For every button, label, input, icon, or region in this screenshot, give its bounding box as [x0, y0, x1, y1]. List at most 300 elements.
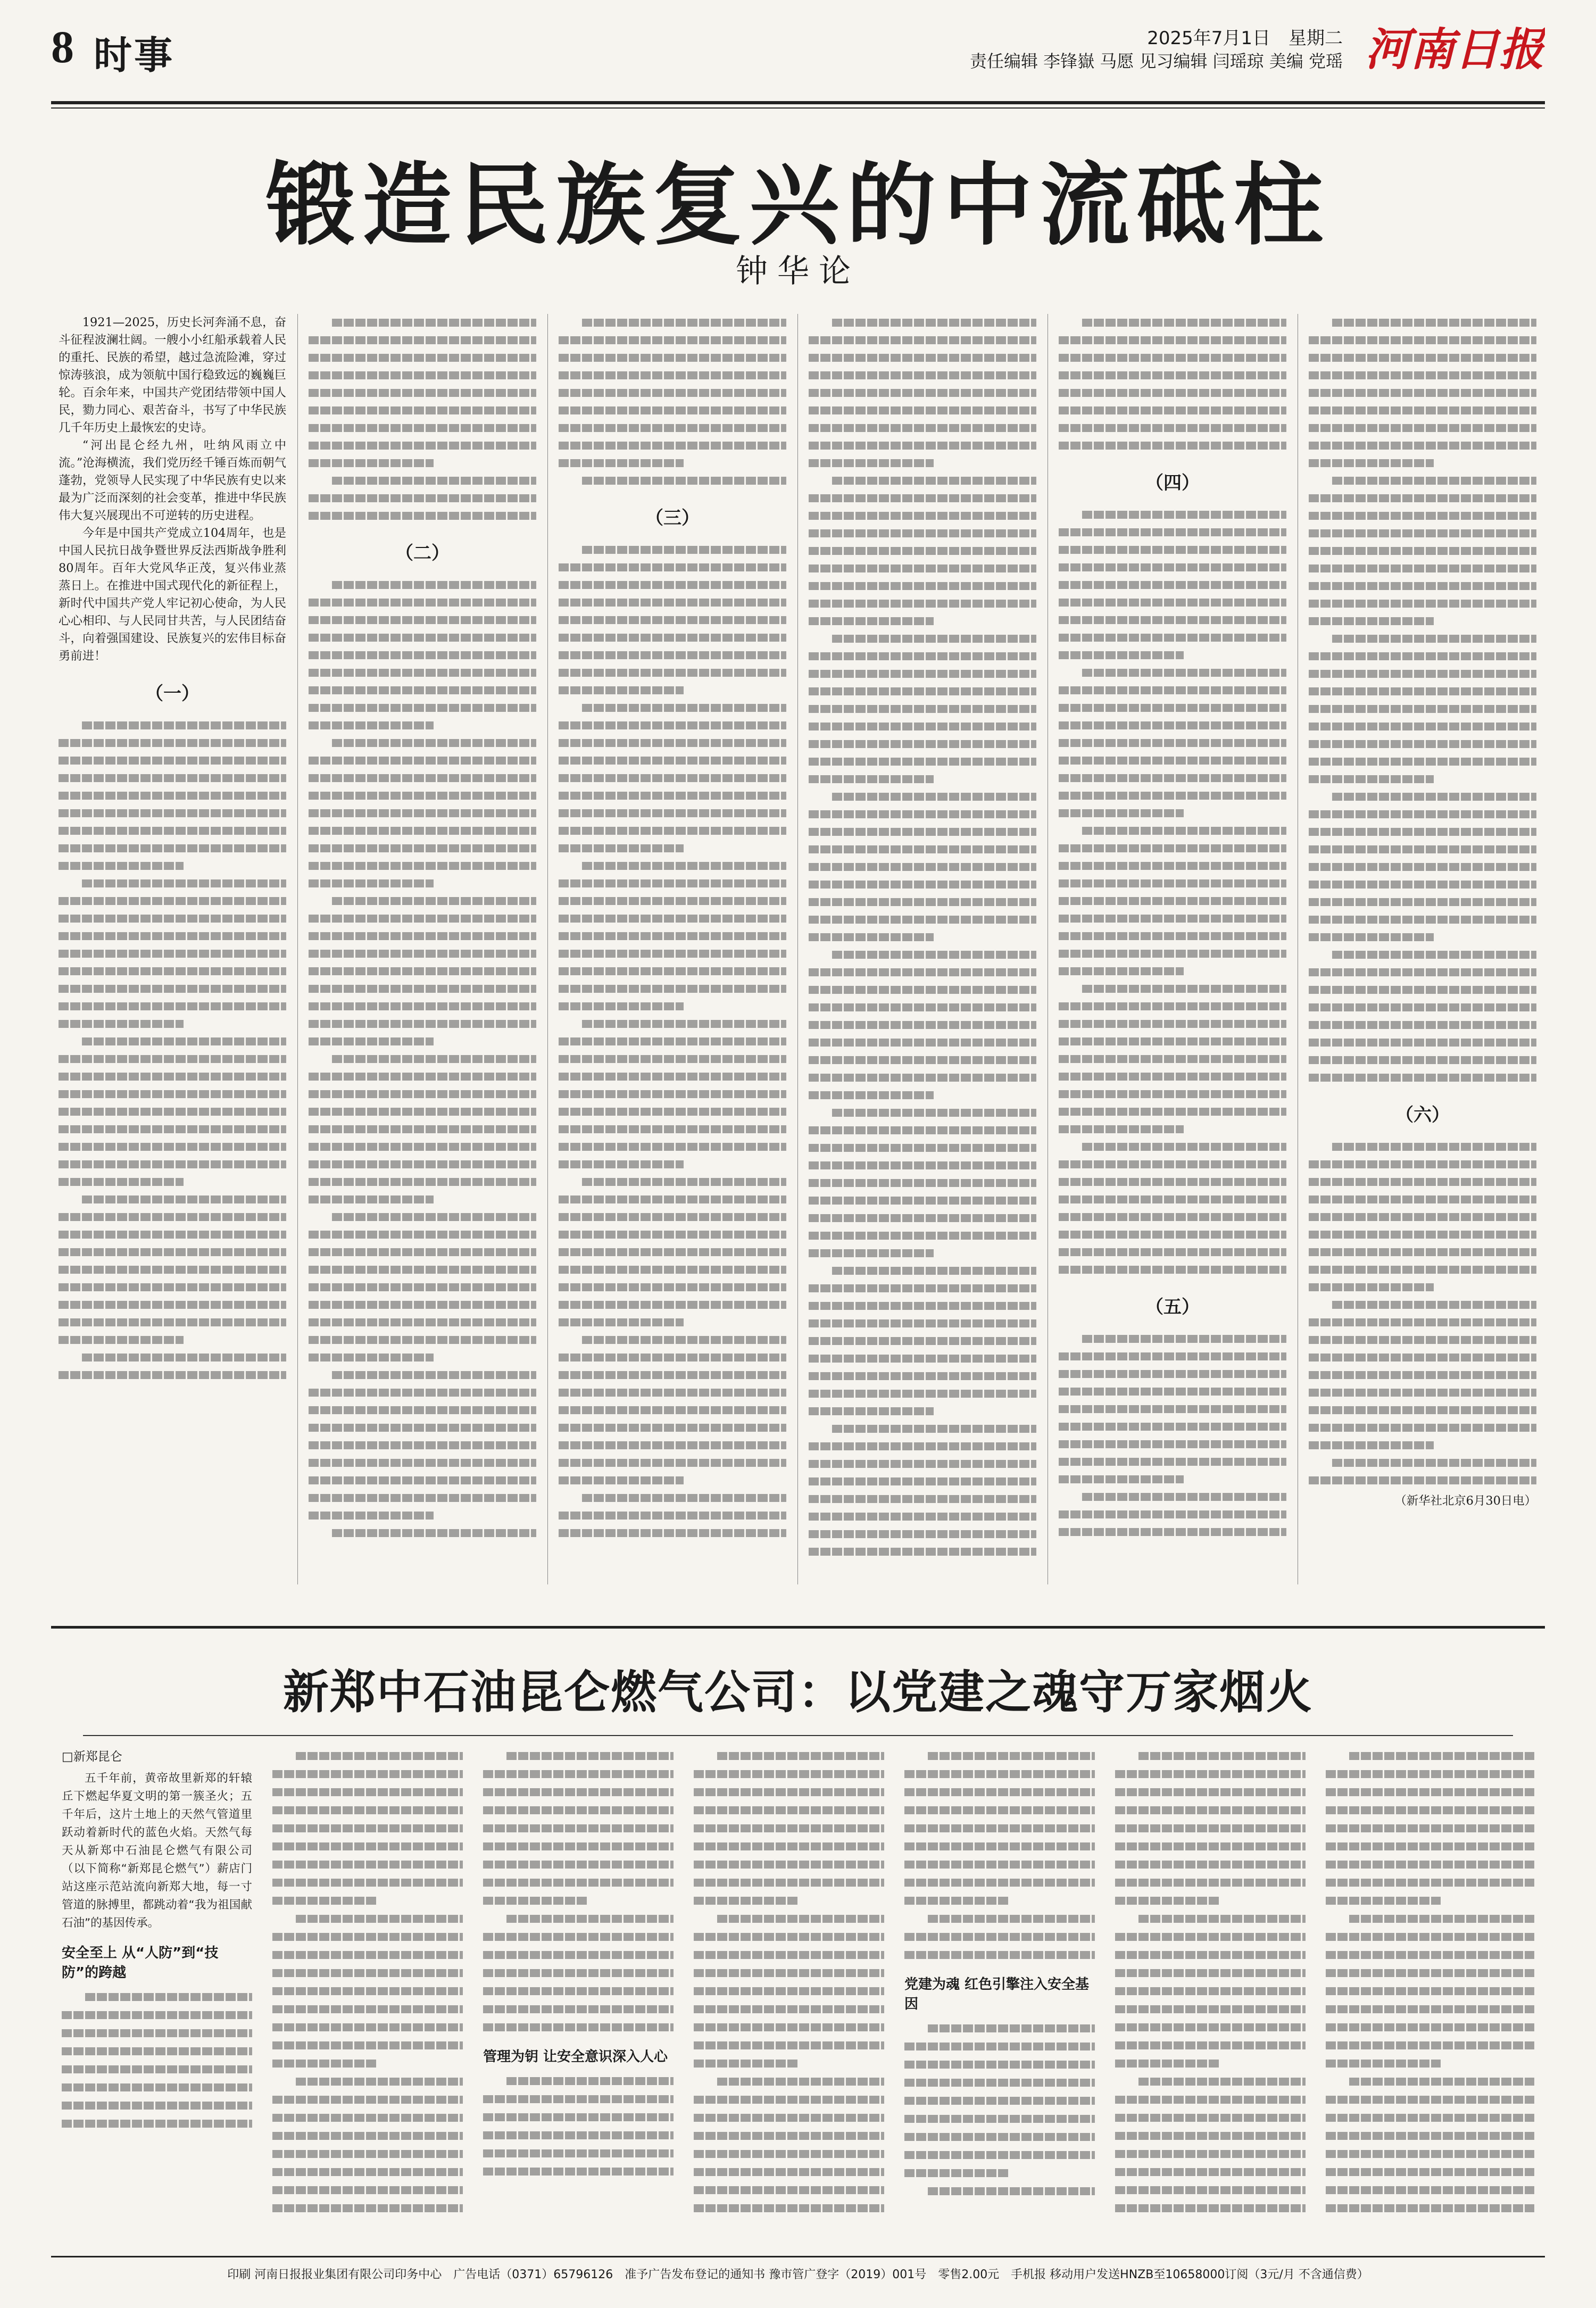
- text-line: [309, 1278, 536, 1296]
- text-line: [1059, 717, 1286, 734]
- text-line: [809, 1227, 1036, 1244]
- text-line: [1059, 524, 1286, 541]
- body-text-block: [1309, 1138, 1536, 1489]
- text-line: [1309, 964, 1536, 981]
- article-column-5: [1059, 314, 1286, 1584]
- text-line: [904, 2128, 1095, 2146]
- text-line: [309, 717, 536, 734]
- text-line: [904, 1891, 1095, 1910]
- text-line: [59, 1050, 286, 1068]
- text-line: [1309, 367, 1536, 384]
- text-line: [1115, 1747, 1306, 1765]
- text-line: [904, 1873, 1095, 1891]
- text-line: [1059, 1156, 1286, 1173]
- text-line: [559, 1068, 786, 1085]
- text-line: [1326, 2108, 1534, 2127]
- section-heading-5: （五）: [1145, 1297, 1200, 1318]
- text-line: [559, 1507, 786, 1524]
- text-line: [309, 1138, 536, 1156]
- text-line: [309, 1401, 536, 1419]
- text-line: [483, 1747, 674, 1765]
- text-line: [272, 1873, 463, 1891]
- text-line: [809, 1420, 1036, 1438]
- text-line: [559, 472, 786, 489]
- text-line: [904, 2146, 1095, 2164]
- text-line: [1059, 437, 1286, 454]
- text-line: [1059, 594, 1286, 611]
- text-line: [1309, 753, 1536, 770]
- text-line: [272, 2199, 463, 2217]
- text-line: [1326, 2036, 1534, 2054]
- text-line: [59, 804, 286, 822]
- text-line: [694, 1837, 884, 1855]
- text-line: [559, 804, 786, 822]
- body-text-block: [904, 2019, 1095, 2200]
- text-line: [1309, 806, 1536, 823]
- text-line: [904, 2110, 1095, 2128]
- text-line: [559, 576, 786, 594]
- text-line: [694, 1982, 884, 2000]
- text-line: [1309, 1278, 1536, 1296]
- text-line: [309, 1454, 536, 1472]
- text-line: [1059, 857, 1286, 875]
- text-line: [272, 1747, 463, 1765]
- text-line: [1115, 1837, 1306, 1855]
- text-line: [309, 576, 536, 594]
- text-line: [1059, 1120, 1286, 1138]
- text-line: [559, 1138, 786, 1156]
- text-line: [272, 2163, 463, 2181]
- text-line: [1115, 2163, 1306, 2181]
- text-line: [1309, 489, 1536, 507]
- text-line: [694, 2108, 884, 2127]
- article-column-2: [309, 314, 536, 1584]
- text-line: [559, 1472, 786, 1489]
- text-line: [483, 1873, 674, 1891]
- text-line: [559, 314, 786, 331]
- text-line: [809, 1490, 1036, 1508]
- text-line: [272, 1928, 463, 1946]
- text-line: [483, 2072, 674, 2090]
- text-line: [1309, 735, 1536, 753]
- body-text-block: [62, 1988, 252, 2132]
- text-line: [809, 454, 1036, 472]
- text-line: [309, 945, 536, 962]
- text-line: [483, 1819, 674, 1837]
- text-line: [272, 2108, 463, 2127]
- text-line: [809, 612, 1036, 630]
- text-line: [1059, 664, 1286, 682]
- section-heading-4: （四）: [1145, 472, 1200, 494]
- text-line: [1059, 1453, 1286, 1471]
- text-line: [1059, 367, 1286, 384]
- text-line: [809, 1315, 1036, 1332]
- text-line: [272, 2072, 463, 2090]
- text-line: [1326, 2199, 1534, 2217]
- text-line: [694, 1747, 884, 1765]
- text-line: [1309, 1051, 1536, 1069]
- body-text-block: [483, 2072, 674, 2180]
- text-line: [1059, 998, 1286, 1015]
- article-column-4: [809, 314, 1036, 1584]
- text-line: [309, 507, 536, 525]
- text-line: [1115, 1910, 1306, 1928]
- text-line: [1309, 577, 1536, 595]
- text-line: [1309, 525, 1536, 542]
- column-divider: [797, 314, 798, 1584]
- text-line: [59, 1296, 286, 1314]
- text-line: [483, 1946, 674, 1964]
- text-line: [1059, 1173, 1286, 1191]
- text-line: [309, 629, 536, 646]
- text-line: [309, 1015, 536, 1033]
- text-line: [559, 594, 786, 611]
- text-line: [1309, 419, 1536, 437]
- text-line: [809, 1034, 1036, 1051]
- text-line: [309, 611, 536, 629]
- text-line: [559, 646, 786, 664]
- text-line: [59, 962, 286, 980]
- text-line: [309, 1366, 536, 1384]
- text-line: [1309, 384, 1536, 402]
- text-line: [1326, 1747, 1534, 1765]
- column-divider: [547, 314, 548, 1584]
- text-line: [62, 2078, 252, 2096]
- text-line: [1059, 875, 1286, 892]
- text-line: [809, 1525, 1036, 1543]
- text-line: [809, 1508, 1036, 1525]
- text-line: [59, 1138, 286, 1156]
- text-line: [809, 1367, 1036, 1385]
- text-line: [309, 1050, 536, 1068]
- text-line: [309, 1243, 536, 1261]
- feature-subheading-1: 安全至上 从“人防”到“技防”的跨越: [62, 1945, 219, 1981]
- text-line: [694, 1783, 884, 1801]
- text-line: [309, 472, 536, 489]
- text-line: [1059, 419, 1286, 437]
- text-line: [272, 1765, 463, 1783]
- text-line: [809, 1438, 1036, 1455]
- text-line: [559, 331, 786, 349]
- text-line: [309, 367, 536, 384]
- text-line: [62, 1988, 252, 2006]
- text-line: [1059, 927, 1286, 945]
- article-column-1: [59, 314, 286, 1584]
- main-article: [59, 314, 1537, 1584]
- feature-column-3: [483, 1747, 674, 2226]
- text-line: [1059, 1435, 1286, 1453]
- text-line: [559, 752, 786, 769]
- text-line: [904, 1783, 1095, 1801]
- text-line: [1059, 576, 1286, 594]
- text-line: [1059, 787, 1286, 804]
- text-line: [559, 717, 786, 734]
- text-line: [1059, 1226, 1286, 1243]
- text-line: [1115, 2090, 1306, 2108]
- text-line: [309, 1472, 536, 1489]
- text-line: [1059, 945, 1286, 962]
- text-line: [1326, 2163, 1534, 2181]
- body-text-block: [1059, 506, 1286, 1278]
- text-line: [309, 1261, 536, 1278]
- text-line: [904, 2164, 1095, 2182]
- text-line: [1059, 980, 1286, 998]
- text-line: [809, 1385, 1036, 1402]
- body-text-block: [1309, 314, 1536, 1086]
- feature-column-4: [694, 1747, 884, 2226]
- text-line: [1059, 331, 1286, 349]
- feature-rule: [83, 1735, 1513, 1736]
- text-line: [559, 840, 786, 857]
- text-line: [1309, 331, 1536, 349]
- text-line: [809, 1069, 1036, 1086]
- text-line: [904, 2073, 1095, 2091]
- text-line: [559, 1033, 786, 1050]
- text-line: [1309, 612, 1536, 630]
- text-line: [1326, 1928, 1534, 1946]
- text-line: [1115, 2000, 1306, 2018]
- text-line: [809, 1244, 1036, 1262]
- text-line: [1059, 1506, 1286, 1523]
- text-line: [694, 2181, 884, 2199]
- text-line: [1115, 2018, 1306, 2036]
- text-line: [309, 769, 536, 787]
- text-line: [559, 1454, 786, 1472]
- text-line: [309, 489, 536, 507]
- text-line: [483, 1891, 674, 1910]
- text-line: [1059, 682, 1286, 699]
- text-line: [59, 1349, 286, 1366]
- text-line: [62, 2114, 252, 2132]
- text-line: [483, 2000, 674, 2018]
- text-line: [1309, 630, 1536, 647]
- text-line: [309, 1314, 536, 1331]
- text-line: [1326, 1765, 1534, 1783]
- text-line: [272, 2054, 463, 2072]
- text-line: [809, 630, 1036, 647]
- text-line: [62, 2006, 252, 2024]
- text-line: [1059, 646, 1286, 664]
- text-line: [559, 1349, 786, 1366]
- text-line: [309, 787, 536, 804]
- text-line: [309, 980, 536, 998]
- text-line: [809, 770, 1036, 788]
- text-line: [1059, 611, 1286, 629]
- text-line: [559, 1419, 786, 1437]
- text-line: [1309, 1208, 1536, 1226]
- text-line: [1309, 1243, 1536, 1261]
- text-line: [309, 646, 536, 664]
- text-line: [62, 2024, 252, 2042]
- text-line: [809, 1473, 1036, 1490]
- text-line: [1309, 1156, 1536, 1173]
- text-line: [1115, 2181, 1306, 2199]
- text-line: [559, 682, 786, 699]
- text-line: [809, 331, 1036, 349]
- text-line: [483, 1765, 674, 1783]
- text-line: [1326, 1819, 1534, 1837]
- section-heading-2: （二）: [395, 543, 450, 564]
- text-line: [1059, 1208, 1286, 1226]
- text-line: [559, 384, 786, 402]
- text-line: [1309, 788, 1536, 806]
- text-line: [1309, 841, 1536, 858]
- text-line: [1115, 1946, 1306, 1964]
- text-line: [809, 1139, 1036, 1157]
- text-line: [1059, 1330, 1286, 1348]
- text-line: [1059, 822, 1286, 840]
- text-line: [1059, 1418, 1286, 1435]
- text-line: [694, 1891, 884, 1910]
- newspaper-logo: [1364, 16, 1545, 80]
- text-line: [1309, 858, 1536, 876]
- text-line: [1059, 506, 1286, 524]
- text-line: [904, 1946, 1095, 1964]
- footer-imprint: 印刷 河南日报报业集团有限公司印务中心 广告电话（0371）65796126 准予广告发布登记的通知书 豫市管广登字（2019）001号 零售2.00元 手机报 移动用户发送HNZB至10658000订阅（3元/月 不含通信费）: [227, 2268, 1369, 2281]
- text-line: [59, 875, 286, 892]
- text-line: [1309, 665, 1536, 683]
- intro-paragraph: 今年是中国共产党成立104周年，也是中国人民抗日战争暨世界反法西斯战争胜利80周年。百年大党风华正茂，复兴伟业蒸蒸日上。在推进中国式现代化的新征程上，新时代中国共产党人牢记初心使命，为人民心心相印、与人民同甘共苦，与人民团结奋斗，向着强国建设、民族复兴的宏伟目标奋勇前进！: [59, 526, 286, 663]
- text-line: [809, 1157, 1036, 1174]
- text-line: [809, 735, 1036, 753]
- text-line: [309, 927, 536, 945]
- text-line: [1059, 1348, 1286, 1365]
- text-line: [904, 1837, 1095, 1855]
- text-line: [483, 2018, 674, 2036]
- text-line: [809, 1016, 1036, 1034]
- text-line: [1059, 1471, 1286, 1488]
- text-line: [559, 1261, 786, 1278]
- text-line: [309, 594, 536, 611]
- text-line: [559, 1524, 786, 1542]
- text-line: [694, 2036, 884, 2054]
- text-line: [1059, 1033, 1286, 1050]
- text-line: [1115, 2036, 1306, 2054]
- text-line: [559, 1437, 786, 1454]
- feature-column-2: [272, 1747, 463, 2226]
- text-line: [1309, 1034, 1536, 1051]
- text-line: [694, 2145, 884, 2163]
- text-line: [559, 699, 786, 717]
- text-line: [59, 857, 286, 875]
- text-line: [559, 1156, 786, 1173]
- text-line: [272, 1910, 463, 1928]
- text-line: [1326, 2145, 1534, 2163]
- text-line: [809, 1209, 1036, 1227]
- body-text-block: [272, 1747, 463, 2217]
- text-line: [559, 629, 786, 646]
- text-line: [1115, 1873, 1306, 1891]
- text-line: [559, 998, 786, 1015]
- text-line: [1309, 928, 1536, 946]
- text-line: [1309, 402, 1536, 419]
- text-line: [1326, 1855, 1534, 1873]
- text-line: [309, 384, 536, 402]
- logo-text: 河南日报: [1365, 23, 1544, 76]
- text-line: [309, 892, 536, 910]
- text-line: [309, 331, 536, 349]
- text-line: [1326, 1891, 1534, 1910]
- text-line: [1309, 349, 1536, 367]
- text-line: [1326, 1910, 1534, 1928]
- text-line: [559, 1278, 786, 1296]
- text-line: [1309, 1454, 1536, 1472]
- text-line: [904, 1747, 1095, 1765]
- text-line: [1309, 1472, 1536, 1489]
- text-line: [59, 1033, 286, 1050]
- text-line: [809, 1122, 1036, 1139]
- text-line: [272, 1855, 463, 1873]
- text-line: [1059, 840, 1286, 857]
- text-line: [559, 1050, 786, 1068]
- text-line: [809, 718, 1036, 735]
- text-line: [59, 1278, 286, 1296]
- text-line: [809, 683, 1036, 700]
- text-line: [559, 857, 786, 875]
- text-line: [272, 2145, 463, 2163]
- text-line: [1309, 1191, 1536, 1208]
- body-text-block: [694, 1747, 884, 2217]
- text-line: [272, 1801, 463, 1819]
- text-line: [309, 454, 536, 472]
- text-line: [809, 1543, 1036, 1560]
- text-line: [694, 1855, 884, 1873]
- text-line: [1059, 1191, 1286, 1208]
- body-text-block: [309, 314, 536, 525]
- text-line: [483, 2162, 674, 2180]
- text-line: [559, 1226, 786, 1243]
- text-line: [483, 2126, 674, 2144]
- text-line: [309, 734, 536, 752]
- feature-column-1: [62, 1747, 252, 2226]
- text-line: [309, 1173, 536, 1191]
- intro-paragraph: “河出昆仑经九州，吐纳风雨立中流。”沧海横流，我们党历经千锤百炼而朝气蓬勃，党领导人民实现了中华民族有史以来最为广泛而深刻的社会变革，推进中华民族伟大复兴展现出不可逆转的历史进程。: [59, 438, 286, 522]
- footer-rule: [51, 2256, 1545, 2257]
- body-text-block: [1115, 1747, 1306, 2217]
- text-line: [59, 822, 286, 840]
- text-line: [309, 1191, 536, 1208]
- text-line: [1326, 1964, 1534, 1982]
- text-line: [694, 1801, 884, 1819]
- text-line: [1115, 1783, 1306, 1801]
- text-line: [59, 1314, 286, 1331]
- article-column-6: [1309, 314, 1536, 1584]
- text-line: [809, 437, 1036, 454]
- column-divider: [297, 314, 298, 1584]
- text-line: [904, 2055, 1095, 2073]
- text-line: [1115, 1819, 1306, 1837]
- text-line: [1309, 595, 1536, 612]
- text-line: [309, 1349, 536, 1366]
- text-line: [1309, 1419, 1536, 1437]
- text-line: [272, 1982, 463, 2000]
- body-text-block: [559, 314, 786, 489]
- text-line: [1059, 1488, 1286, 1506]
- text-line: [309, 1437, 536, 1454]
- text-line: [1309, 1437, 1536, 1454]
- text-line: [559, 1331, 786, 1349]
- text-line: [809, 560, 1036, 577]
- text-line: [1059, 1068, 1286, 1085]
- text-line: [309, 419, 536, 437]
- text-line: [1059, 1050, 1286, 1068]
- text-line: [59, 1226, 286, 1243]
- text-line: [809, 1051, 1036, 1069]
- text-line: [1309, 999, 1536, 1016]
- text-line: [809, 999, 1036, 1016]
- text-line: [809, 964, 1036, 981]
- text-line: [809, 595, 1036, 612]
